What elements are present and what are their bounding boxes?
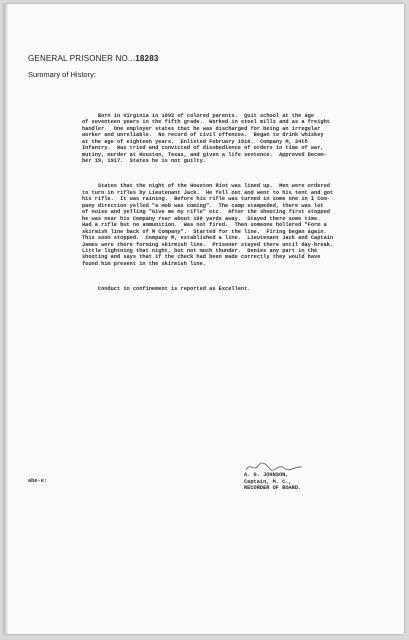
history-body [82, 100, 340, 312]
prisoner-number: 18283 [135, 54, 159, 63]
header-label: GENERAL PRISONER NO... [28, 54, 136, 63]
paragraph-riot-statement: States that the night of the Houston Riot was lined up. Men were ordered to turn in rifles by Lieutenant Jack. He fell out and went to his tent and got his rifle. It was raining. Before his rifle was turned in some one in I Com- pany direction yelled "a mob was coming". The camp stampeded, there was lot of noise and yelling "Give me my rifle" etc. After the shooting first stopped he was near his Company rear about 100 yards away. Stayed there some time. Had a rifle but no ammunition. Was not fired. Then someone hollered "Form a skirmish line back of M Company". Started for the line. Firing began again. This soon stopped. Company M, established a line. Lieutenant Jack and Captain James were there forming skirmish line. Prisoner stayed there until day-break. Little lightning that night, but not much thunder. Denies any part in the shooting and says that if the check had been made correctly they would have found him present in the skirmish line. [82, 183, 334, 267]
paragraph-background: Born in Virginia in 1892 of colored parents. Quit school at the age of seventeen years in the fifth grade. Worked in steel mills and as a freight handler. One employer states that he was discharged for being an irregular worker and unreliable. No record of civil offences. Began to drink whiskey at the age of eighteen years. Enlisted February 1916. Company M, 24th Infantry. Was tried and convicted of disobedience of orders in time of war, mutiny, murder at Houston, Texas, and given a life sentence. Approved Decem- ber 19, 1917. States he is not guilty. [82, 112, 330, 165]
document-page [4, 4, 404, 634]
signature-role: RECORDER OF BOARD. [244, 485, 302, 492]
signature-title: Captain, M. C., [244, 478, 292, 485]
summary-of-history-label: Summary of History: [28, 70, 96, 79]
general-prisoner-header [28, 54, 159, 63]
signature-block [244, 472, 301, 492]
signature-name: A. G. JOHNSON, [244, 472, 289, 478]
paragraph-conduct: Conduct in confinement is reported as Excellent. [82, 286, 251, 293]
scan-edge [4, 4, 8, 634]
typist-initials: abe-e: [28, 478, 48, 484]
